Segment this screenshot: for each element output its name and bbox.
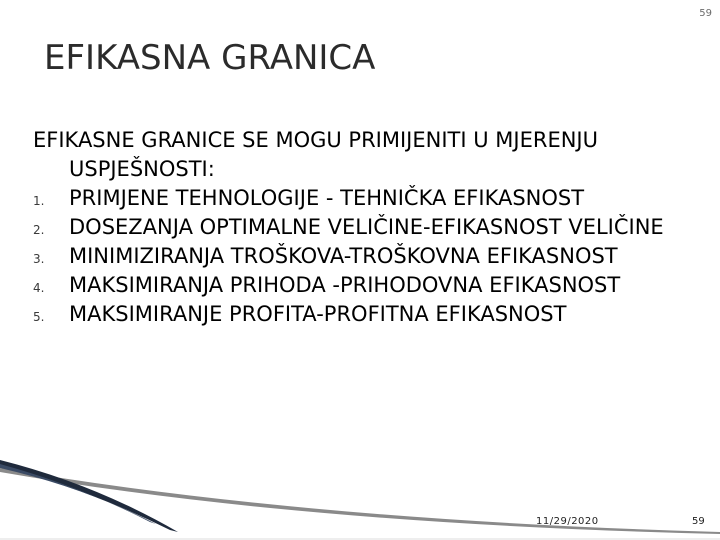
efficiency-list [33,184,673,329]
footer-dark-swoosh [0,460,178,532]
item-text: PRIMJENE TEHNOLOGIJE - TEHNIČKA EFIKASNOST [69,186,585,210]
footer-decoration [0,460,720,540]
item-number: 3. [33,252,45,266]
list-item [33,271,673,300]
item-number: 1. [33,194,45,208]
item-text: MAKSIMIRANJE PROFITA-PROFITNA EFIKASNOST [69,302,567,326]
item-number: 5. [33,310,45,324]
item-text: MAKSIMIRANJA PRIHODA -PRIHODOVNA EFIKASNOST [69,273,621,297]
item-text: DOSEZANJA OPTIMALNE VELIČINE-EFIKASNOST VELIČINE [69,215,664,239]
slide-title: EFIKASNA GRANICA [44,38,376,78]
slide-content [33,126,673,329]
item-number: 4. [33,281,45,295]
footer-date: 11/29/2020 [536,516,599,527]
footer-page-number: 59 [692,516,705,527]
item-number: 2. [33,223,45,237]
footer-dark-swoosh-inner [0,464,156,524]
list-item [33,300,673,329]
list-item [33,213,673,242]
intro-text: EFIKASNE GRANICE SE MOGU PRIMIJENITI U MJERENJU USPJEŠNOSTI: [33,128,599,181]
list-item [33,184,673,213]
list-item [33,242,673,271]
item-text: MINIMIZIRANJA TROŠKOVA-TROŠKOVNA EFIKASNOST [69,244,618,268]
slide-number-top: 59 [699,8,712,19]
